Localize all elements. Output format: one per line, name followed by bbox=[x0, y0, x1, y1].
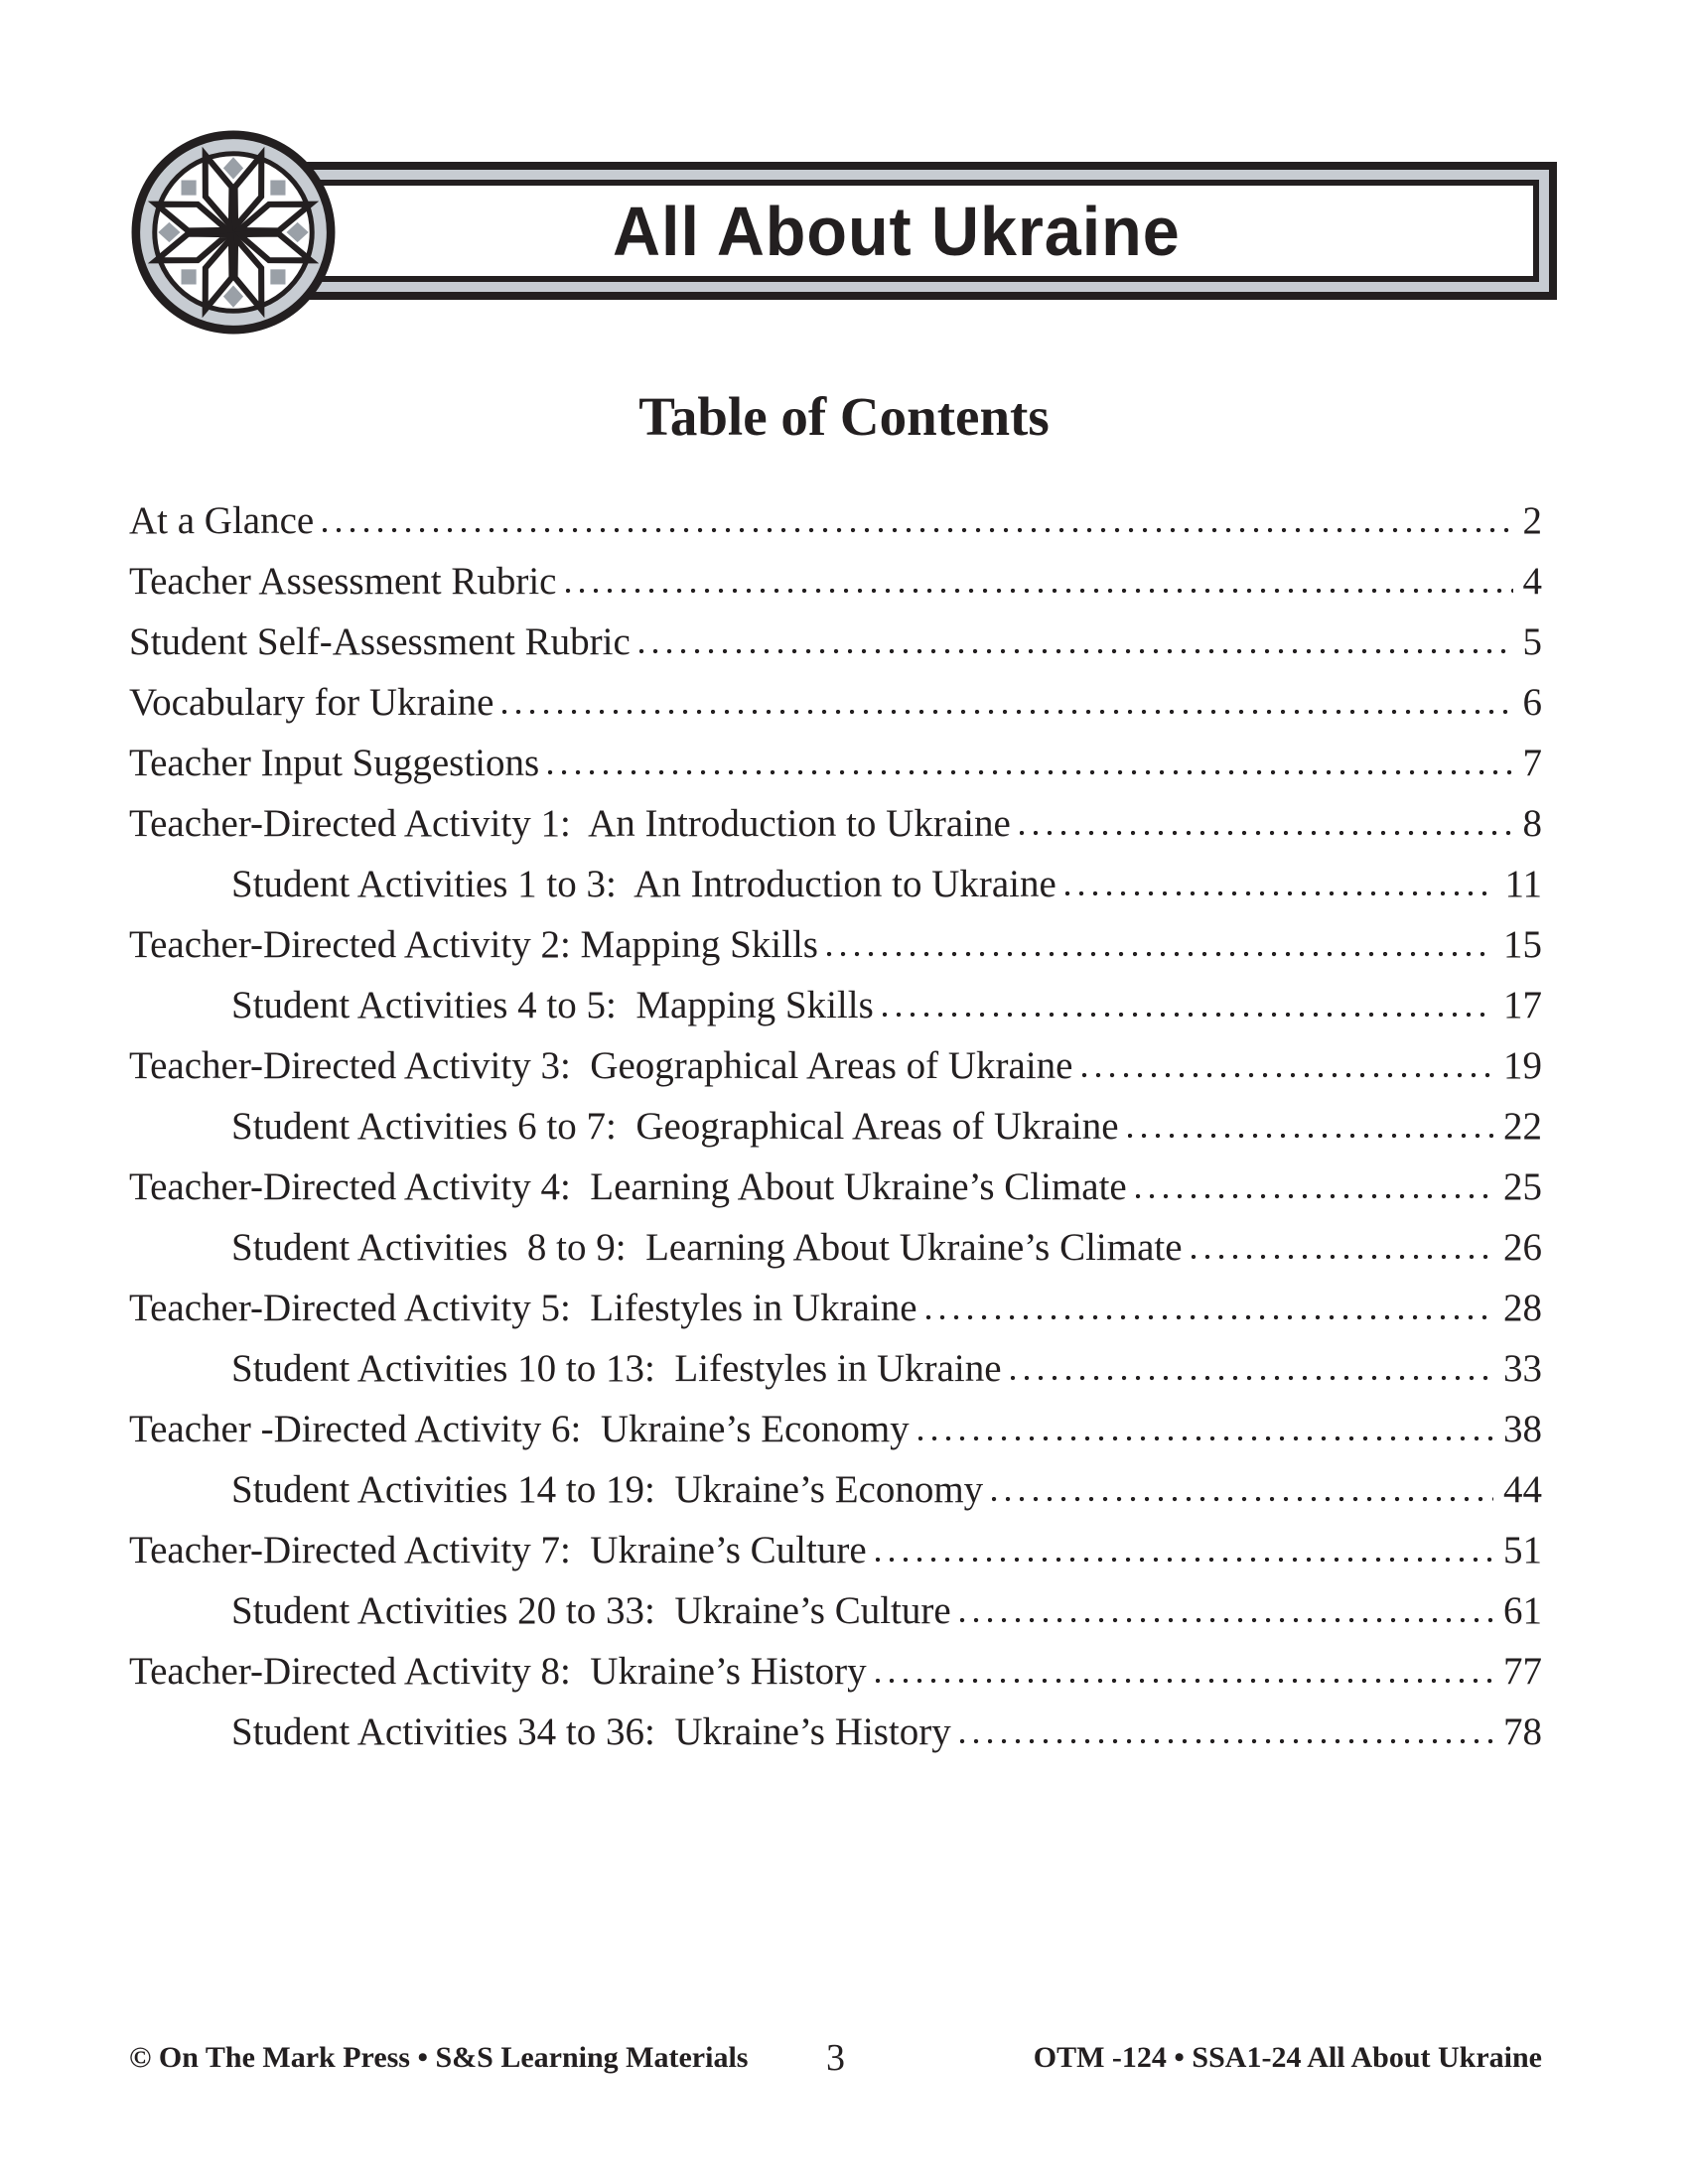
toc-entry-title: Teacher Input Suggestions bbox=[129, 742, 540, 784]
toc-entry-title: Teacher-Directed Activity 8: Ukraine’s History bbox=[129, 1650, 867, 1693]
toc-entry-page-number: 4 bbox=[1522, 560, 1542, 603]
toc-entry bbox=[129, 1096, 1542, 1157]
toc-entry bbox=[129, 975, 1542, 1035]
toc-entry-page-number: 22 bbox=[1503, 1105, 1542, 1148]
toc-entry-title: Teacher-Directed Activity 7: Ukraine’s Culture bbox=[129, 1529, 867, 1571]
toc-entry-title: Student Activities 6 to 7: Geographical Areas of Ukraine bbox=[231, 1105, 1119, 1148]
toc-entry-page-number: 77 bbox=[1503, 1650, 1542, 1693]
toc-entry-title: Student Activities 14 to 19: Ukraine’s Economy bbox=[231, 1468, 984, 1511]
toc-entry-page-number: 38 bbox=[1503, 1408, 1542, 1450]
toc-entry bbox=[129, 1338, 1542, 1399]
toc-entry-title: Teacher-Directed Activity 2: Mapping Skills bbox=[129, 923, 818, 966]
toc-entry-title: Vocabulary for Ukraine bbox=[129, 681, 494, 724]
dot-leader bbox=[1065, 891, 1495, 896]
toc-entry bbox=[129, 914, 1542, 975]
dot-leader bbox=[639, 649, 1513, 654]
toc-entry-title: Student Activities 34 to 36: Ukraine’s History bbox=[231, 1710, 951, 1753]
dot-leader bbox=[548, 770, 1512, 775]
toc-entry-page-number: 25 bbox=[1503, 1165, 1542, 1208]
dot-leader bbox=[1136, 1194, 1493, 1199]
toc-entry bbox=[129, 612, 1542, 672]
toc-entry-page-number: 51 bbox=[1503, 1529, 1542, 1571]
toc-entry-title: Teacher Assessment Rubric bbox=[129, 560, 557, 603]
dot-leader bbox=[827, 952, 1493, 957]
toc-entry-page-number: 26 bbox=[1503, 1226, 1542, 1269]
dot-leader bbox=[566, 589, 1513, 594]
toc-entry-title: Student Activities 4 to 5: Mapping Skills bbox=[231, 984, 874, 1026]
toc-entry-page-number: 15 bbox=[1503, 923, 1542, 966]
toc-entry-title: Student Self-Assessment Rubric bbox=[129, 620, 631, 663]
dot-leader bbox=[960, 1618, 1493, 1623]
dot-leader bbox=[876, 1558, 1493, 1563]
toc-entry-page-number: 44 bbox=[1503, 1468, 1542, 1511]
toc-entry bbox=[129, 1702, 1542, 1762]
footer-product-code: OTM -124 • SSA1-24 All About Ukraine bbox=[1033, 2041, 1542, 2074]
toc-entry-title: Teacher-Directed Activity 4: Learning About Ukraine’s Climate bbox=[129, 1165, 1127, 1208]
dot-leader bbox=[502, 710, 1512, 715]
toc-entry bbox=[129, 733, 1542, 793]
toc-entry bbox=[129, 672, 1542, 733]
title-banner-gray-stripe bbox=[243, 170, 1549, 292]
toc-entry bbox=[129, 551, 1542, 612]
toc-entry bbox=[129, 793, 1542, 854]
toc-entry bbox=[129, 1217, 1542, 1278]
toc-entry bbox=[129, 1580, 1542, 1641]
toc-entry-title: At a Glance bbox=[129, 499, 315, 542]
toc-entry-page-number: 11 bbox=[1504, 863, 1542, 905]
toc-entry-page-number: 8 bbox=[1522, 802, 1542, 845]
dot-leader bbox=[1128, 1134, 1493, 1139]
toc-entry-page-number: 6 bbox=[1522, 681, 1542, 724]
toc-entry bbox=[129, 854, 1542, 914]
dot-leader bbox=[1192, 1255, 1493, 1260]
book-title: All About Ukraine bbox=[612, 192, 1181, 270]
toc-entry bbox=[129, 1641, 1542, 1702]
toc-entry-title: Student Activities 1 to 3: An Introduction to Ukraine bbox=[231, 863, 1056, 905]
footer-page-number: 3 bbox=[826, 2037, 845, 2079]
title-banner bbox=[235, 162, 1557, 300]
toc-entry bbox=[129, 490, 1542, 551]
toc-entry-page-number: 5 bbox=[1522, 620, 1542, 663]
dot-leader bbox=[1020, 831, 1513, 836]
toc-entry bbox=[129, 1157, 1542, 1217]
title-banner-inner bbox=[253, 180, 1539, 282]
dot-leader bbox=[1011, 1376, 1493, 1381]
dot-leader bbox=[926, 1315, 1493, 1320]
toc-entry-title: Teacher-Directed Activity 5: Lifestyles in Ukraine bbox=[129, 1287, 917, 1329]
page-footer bbox=[129, 2035, 1542, 2081]
dot-leader bbox=[323, 528, 1512, 533]
toc-entry bbox=[129, 1399, 1542, 1459]
toc-entry-title: Teacher-Directed Activity 1: An Introduction to Ukraine bbox=[129, 802, 1011, 845]
page-title: Table of Contents bbox=[638, 386, 1050, 447]
toc-entry bbox=[129, 1520, 1542, 1580]
table-of-contents bbox=[129, 490, 1542, 1762]
toc-entry-page-number: 2 bbox=[1522, 499, 1542, 542]
toc-entry bbox=[129, 1459, 1542, 1520]
toc-entry-page-number: 17 bbox=[1503, 984, 1542, 1026]
toc-entry bbox=[129, 1278, 1542, 1338]
dot-leader bbox=[960, 1739, 1493, 1744]
dot-leader bbox=[876, 1679, 1493, 1684]
toc-entry-page-number: 28 bbox=[1503, 1287, 1542, 1329]
eight-pointed-star-logo-icon bbox=[127, 126, 340, 339]
dot-leader bbox=[918, 1436, 1493, 1441]
toc-entry bbox=[129, 1035, 1542, 1096]
toc-entry-page-number: 33 bbox=[1503, 1347, 1542, 1390]
dot-leader bbox=[992, 1497, 1493, 1502]
toc-entry-title: Teacher-Directed Activity 3: Geographical Areas of Ukraine bbox=[129, 1044, 1073, 1087]
toc-entry-title: Student Activities 10 to 13: Lifestyles in Ukraine bbox=[231, 1347, 1002, 1390]
toc-entry-title: Teacher -Directed Activity 6: Ukraine’s Economy bbox=[129, 1408, 910, 1450]
toc-entry-page-number: 78 bbox=[1503, 1710, 1542, 1753]
dot-leader bbox=[883, 1013, 1493, 1018]
toc-entry-title: Student Activities 20 to 33: Ukraine’s Culture bbox=[231, 1589, 951, 1632]
dot-leader bbox=[1082, 1073, 1494, 1078]
toc-entry-page-number: 19 bbox=[1503, 1044, 1542, 1087]
toc-entry-page-number: 7 bbox=[1522, 742, 1542, 784]
footer-copyright: © On The Mark Press • S&S Learning Materials bbox=[129, 2041, 749, 2074]
toc-entry-page-number: 61 bbox=[1503, 1589, 1542, 1632]
toc-entry-title: Student Activities 8 to 9: Learning About Ukraine’s Climate bbox=[231, 1226, 1183, 1269]
